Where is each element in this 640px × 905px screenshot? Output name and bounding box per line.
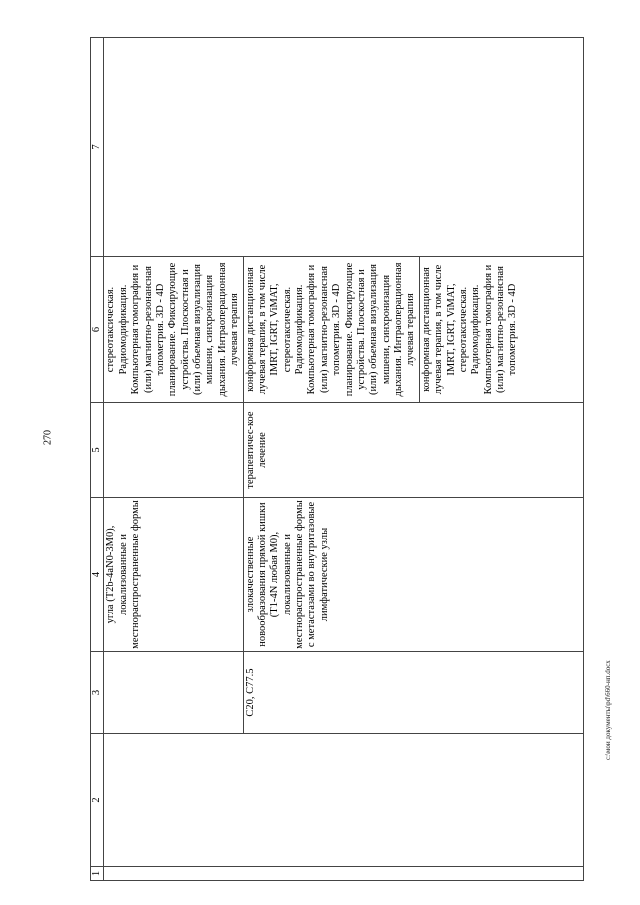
cell-col7	[104, 38, 583, 257]
method-block-2: конформная дистанционная лучевая терапия, в том числе IMRT, IGRT, ViMAT, стереотаксическая. Радиомодификация. Компьютерная томография и (или) магнитно-резонансная топометрия. 3D - 4D	[420, 264, 519, 395]
cell-col1	[104, 867, 583, 881]
method-block-1: конформная дистанционная лучевая терапия, в том числе IMRT, IGRT, ViMAT, стереотаксическая. Радиомодификация. Компьютерная томография и (или) магнитно-резонансная топометрия. 3D - 4D планирование. Фиксирующие устройства. Плоскостная и (или) объемная визуализация мишени, синхронизация дыхания. Интраоперационная лучевая терапия	[244, 257, 420, 402]
procedures-table	[90, 37, 584, 881]
cell-treatment-type	[243, 403, 583, 498]
cell-col2	[104, 734, 583, 867]
col-header-4: 4	[91, 498, 104, 652]
col-header-6: 6	[91, 257, 104, 403]
cell-code	[104, 652, 243, 734]
cell-diagnosis: угла (T2b-4aN0-3M0), локализованные и местнораспространенные формы	[104, 498, 243, 652]
cell-treatment-type	[104, 403, 243, 498]
cell-method	[243, 257, 583, 403]
col-header-2: 2	[91, 734, 104, 867]
col-header-7: 7	[91, 38, 104, 257]
cell-diagnosis: злокачественные новообразования прямой кишки (T1-4N любая M0), локализованные и местнораспространенные формы с метастазами во внутритазовые лимфатические узлы	[243, 498, 583, 652]
table-row	[104, 38, 243, 881]
page-number: 270	[42, 430, 54, 445]
procedures-table-rotated	[90, 38, 582, 881]
col-header-1: 1	[91, 867, 104, 881]
col-header-3: 3	[91, 652, 104, 734]
file-path-footer: c:\мои документы\pd\660-нп.docx	[604, 660, 612, 760]
cell-code: C20, C77.5	[243, 652, 583, 734]
cell-method: стереотаксическая. Радиомодификация. Компьютерная томография и (или) магнитно-резонансная топометрия. 3D - 4D планирование. Фиксирующие устройства. Плоскостная и (или) объемная визуализация мишени, синхронизация дыхания. Интраоперационная лучевая терапия	[104, 257, 243, 403]
col-header-5: 5	[91, 403, 104, 498]
treatment-type-text: терапевтичес-кое лечение	[244, 411, 268, 489]
header-row	[91, 38, 104, 881]
